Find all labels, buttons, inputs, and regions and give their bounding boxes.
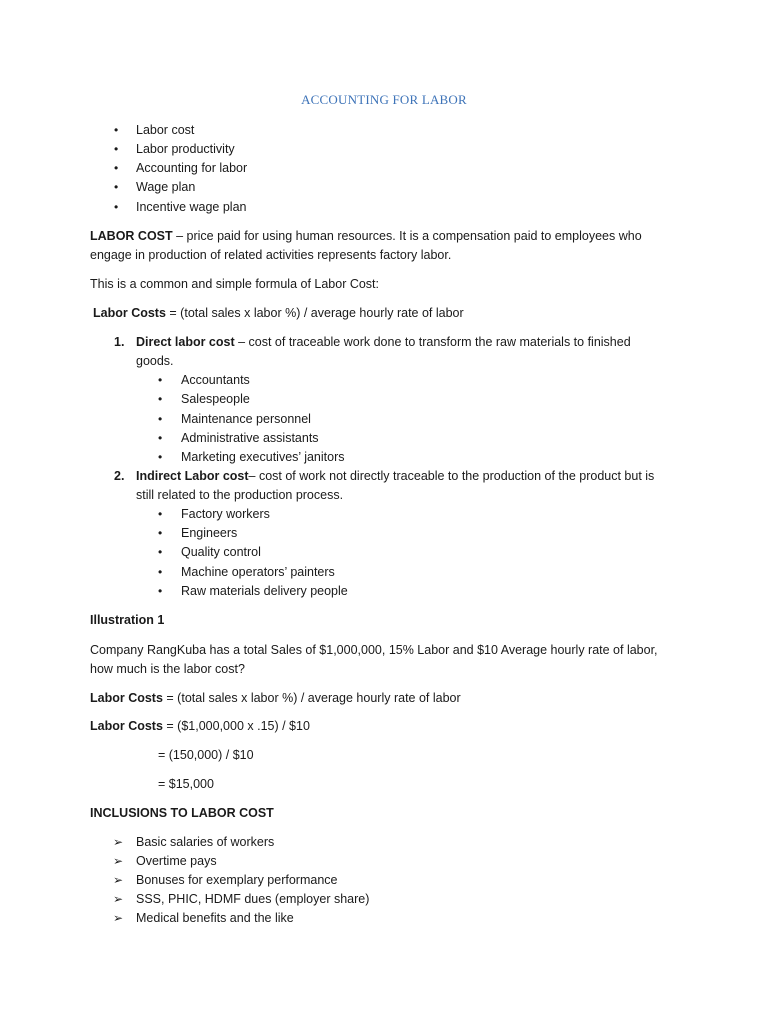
calculation-step xyxy=(90,717,310,736)
definition-text: – price paid for using human resources. It is a compensation paid to employees who xyxy=(172,229,642,243)
formula-expression: = (total sales x labor %) / average hourly rate of labor xyxy=(165,306,464,320)
arrow-bullet-icon: ➢ xyxy=(113,873,124,887)
bullet-icon: • xyxy=(114,180,119,194)
bullet-icon: • xyxy=(158,565,163,579)
formula xyxy=(93,304,464,323)
indirect-definition-cont: still related to the production process. xyxy=(136,488,344,502)
list-item: Overtime pays xyxy=(136,854,217,868)
bullet-icon: • xyxy=(114,123,119,137)
formula-term: Labor Costs xyxy=(93,306,166,320)
list-item: Labor cost xyxy=(136,123,195,137)
bullet-icon: • xyxy=(158,392,163,406)
bullet-icon: • xyxy=(114,200,119,214)
bullet-icon: • xyxy=(114,161,119,175)
term-indirect-labor-cost: Indirect Labor cost xyxy=(136,469,249,483)
page-title: ACCOUNTING FOR LABOR xyxy=(301,92,467,107)
list-item: Medical benefits and the like xyxy=(136,911,294,925)
list-item: Marketing executives’ janitors xyxy=(181,450,345,464)
bullet-icon: • xyxy=(158,584,163,598)
list-item: Wage plan xyxy=(136,180,196,194)
list-item: Maintenance personnel xyxy=(181,412,311,426)
illustration-formula xyxy=(90,689,461,708)
list-item: Incentive wage plan xyxy=(136,200,247,214)
bullet-icon: • xyxy=(158,526,163,540)
indirect-labor-cost xyxy=(136,467,654,486)
list-item: Accounting for labor xyxy=(136,161,248,175)
bullet-icon: • xyxy=(158,412,163,426)
arrow-bullet-icon: ➢ xyxy=(113,892,124,906)
bullet-icon: • xyxy=(158,545,163,559)
bullet-icon: • xyxy=(158,431,163,445)
inclusions-heading: INCLUSIONS TO LABOR COST xyxy=(90,806,274,820)
formula-expression: = (total sales x labor %) / average hourly rate of labor xyxy=(162,691,461,705)
list-item: Factory workers xyxy=(181,507,270,521)
list-item: SSS, PHIC, HDMF dues (employer share) xyxy=(136,892,370,906)
arrow-bullet-icon: ➢ xyxy=(113,854,124,868)
list-number: 2. xyxy=(114,469,125,483)
illustration-problem-cont: how much is the labor cost? xyxy=(90,662,245,676)
list-item: Accountants xyxy=(181,373,250,387)
bullet-icon: • xyxy=(158,373,163,387)
calculation-expression: = ($1,000,000 x .15) / $10 xyxy=(162,719,310,733)
arrow-bullet-icon: ➢ xyxy=(113,911,124,925)
arrow-bullet-icon: ➢ xyxy=(113,835,124,849)
term-direct-labor-cost: Direct labor cost xyxy=(136,335,235,349)
term-labor-cost: LABOR COST xyxy=(90,229,173,243)
formula-intro: This is a common and simple formula of Labor Cost: xyxy=(90,277,380,291)
list-item: Labor productivity xyxy=(136,142,235,156)
list-item: Basic salaries of workers xyxy=(136,835,275,849)
bullet-icon: • xyxy=(158,507,163,521)
list-item: Machine operators’ painters xyxy=(181,565,335,579)
definition-text: engage in production of related activities represents factory labor. xyxy=(90,248,452,262)
list-item: Bonuses for exemplary performance xyxy=(136,873,338,887)
formula-term: Labor Costs xyxy=(90,691,163,705)
list-item: Administrative assistants xyxy=(181,431,319,445)
list-number: 1. xyxy=(114,335,125,349)
labor-cost-definition xyxy=(90,227,642,246)
list-item: Quality control xyxy=(181,545,261,559)
list-item: Raw materials delivery people xyxy=(181,584,348,598)
list-item: Salespeople xyxy=(181,392,250,406)
list-item: Engineers xyxy=(181,526,238,540)
indirect-definition: – cost of work not directly traceable to the production of the product but is xyxy=(248,469,655,483)
direct-labor-cost xyxy=(136,333,631,352)
illustration-heading: Illustration 1 xyxy=(90,613,165,627)
formula-term: Labor Costs xyxy=(90,719,163,733)
calculation-result: = $15,000 xyxy=(158,777,214,791)
calculation-step: = (150,000) / $10 xyxy=(158,748,254,762)
bullet-icon: • xyxy=(114,142,119,156)
direct-definition: – cost of traceable work done to transform the raw materials to finished xyxy=(234,335,631,349)
illustration-problem: Company RangKuba has a total Sales of $1,000,000, 15% Labor and $10 Average hourly rate of labor, xyxy=(90,643,658,657)
direct-definition-cont: goods. xyxy=(136,354,174,368)
bullet-icon: • xyxy=(158,450,163,464)
